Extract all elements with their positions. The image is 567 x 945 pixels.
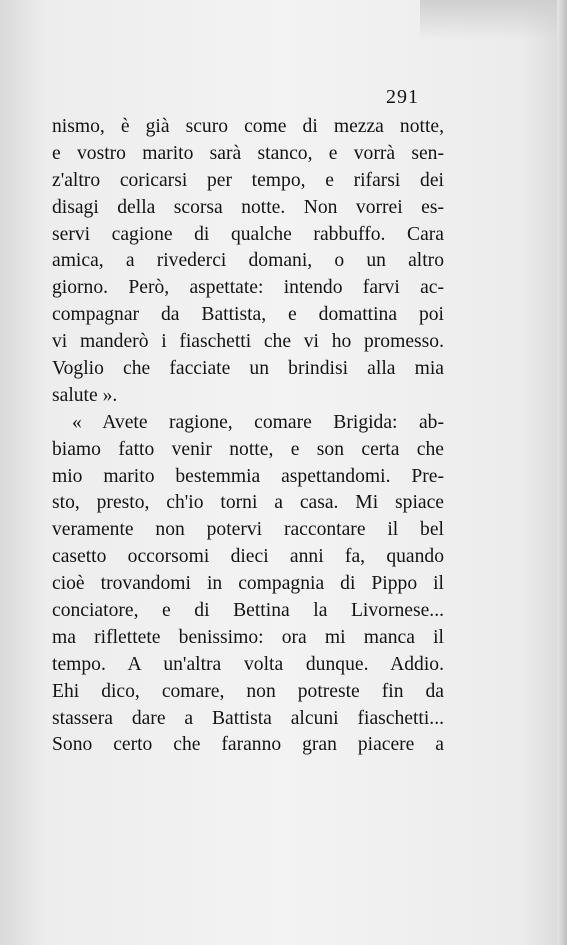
- text-line: e vostro marito sarà stanco, e vorrà sen-: [52, 142, 444, 164]
- text-line: salute ».: [52, 384, 118, 406]
- text-line: sto, presto, ch'io torni a casa. Mi spiace: [52, 492, 444, 514]
- text-line: mio marito bestemmia aspettandomi. Pre-: [52, 465, 444, 487]
- text-line: tempo. A un'altra volta dunque. Addio.: [52, 653, 444, 675]
- text-line: Ehi dico, comare, non potreste fin da: [52, 680, 444, 702]
- text-line: servi cagione di qualche rabbuffo. Cara: [52, 223, 444, 245]
- text-line: compagnar da Battista, e domattina poi: [52, 304, 444, 326]
- text-line: cioè trovandomi in compagnia di Pippo il: [52, 573, 444, 595]
- text-line: Voglio che facciate un brindisi alla mia: [52, 358, 444, 380]
- text-line: giorno. Però, aspettate: intendo farvi ac-: [52, 277, 444, 299]
- body-text: [52, 114, 444, 759]
- text-line: vi manderò i fiaschetti che vi ho promesso.: [52, 331, 444, 353]
- text-line: z'altro coricarsi per tempo, e rifarsi dei: [52, 169, 444, 191]
- page-right-edge: [557, 0, 567, 945]
- text-line: disagi della scorsa notte. Non vorrei es-: [52, 196, 444, 218]
- text-line: ma riflettete benissimo: ora mi manca il: [52, 626, 444, 648]
- text-line: veramente non potervi raccontare il bel: [52, 519, 444, 541]
- text-line: Sono certo che faranno gran piacere a: [52, 734, 444, 756]
- text-line: amica, a rivederci domani, o un altro: [52, 250, 444, 272]
- text-line: stassera dare a Battista alcuni fiaschetti...: [52, 707, 444, 729]
- text-line: casetto occorsomi dieci anni fa, quando: [52, 546, 444, 568]
- page-top-shadow: [420, 0, 567, 40]
- text-line: nismo, è già scuro come di mezza notte,: [52, 116, 444, 137]
- page-number: 291: [386, 86, 419, 108]
- text-line: biamo fatto venir notte, e son certa che: [52, 438, 444, 460]
- text-line: conciatore, e di Bettina la Livornese...: [52, 600, 444, 622]
- text-line: « Avete ragione, comare Brigida: ab-: [72, 411, 444, 433]
